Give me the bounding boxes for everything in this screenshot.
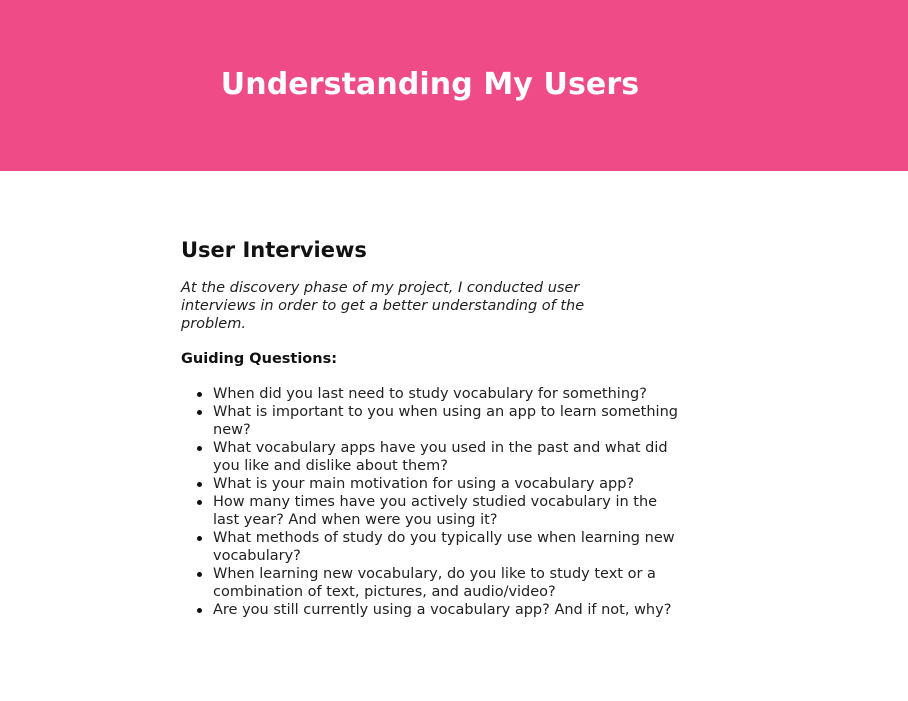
bullet-icon: [197, 446, 202, 451]
bullet-icon: [197, 392, 202, 397]
question-item: [213, 439, 683, 475]
bullet-icon: [197, 536, 202, 541]
bullet-icon: [197, 608, 202, 613]
bullet-icon: [197, 410, 202, 415]
question-text: What vocabulary apps have you used in the past and what did you like and dislike about them?: [213, 440, 668, 474]
question-item: [213, 493, 683, 529]
question-text: What is important to you when using an app to learn something new?: [213, 404, 678, 438]
question-text: When did you last need to study vocabulary for something?: [213, 386, 647, 402]
bullet-icon: [197, 482, 202, 487]
question-item: [213, 565, 683, 601]
user-interviews-section: [181, 235, 681, 619]
question-item: [213, 529, 683, 565]
bullet-icon: [197, 500, 202, 505]
intro-paragraph: At the discovery phase of my project, I conducted user interviews in order to get a better understanding of the problem.: [181, 280, 585, 332]
question-item: [213, 601, 683, 619]
question-text: How many times have you actively studied vocabulary in the last year? And when were you using it?: [213, 494, 658, 528]
question-text: What is your main motivation for using a vocabulary app?: [213, 476, 635, 492]
guiding-questions-list: [181, 385, 683, 619]
question-item: [213, 385, 683, 403]
question-item: [213, 475, 683, 493]
bullet-icon: [197, 572, 202, 577]
page-title: Understanding My Users: [220, 67, 640, 102]
question-item: [213, 403, 683, 439]
question-text: What methods of study do you typically use when learning new vocabulary?: [213, 530, 675, 564]
question-text: When learning new vocabulary, do you like to study text or a combination of text, pictures, and audio/video?: [213, 566, 656, 600]
header-banner: [0, 0, 908, 171]
guiding-questions-label: Guiding Questions:: [181, 351, 338, 367]
section-heading: User Interviews: [181, 238, 367, 262]
question-text: Are you still currently using a vocabulary app? And if not, why?: [213, 602, 672, 618]
